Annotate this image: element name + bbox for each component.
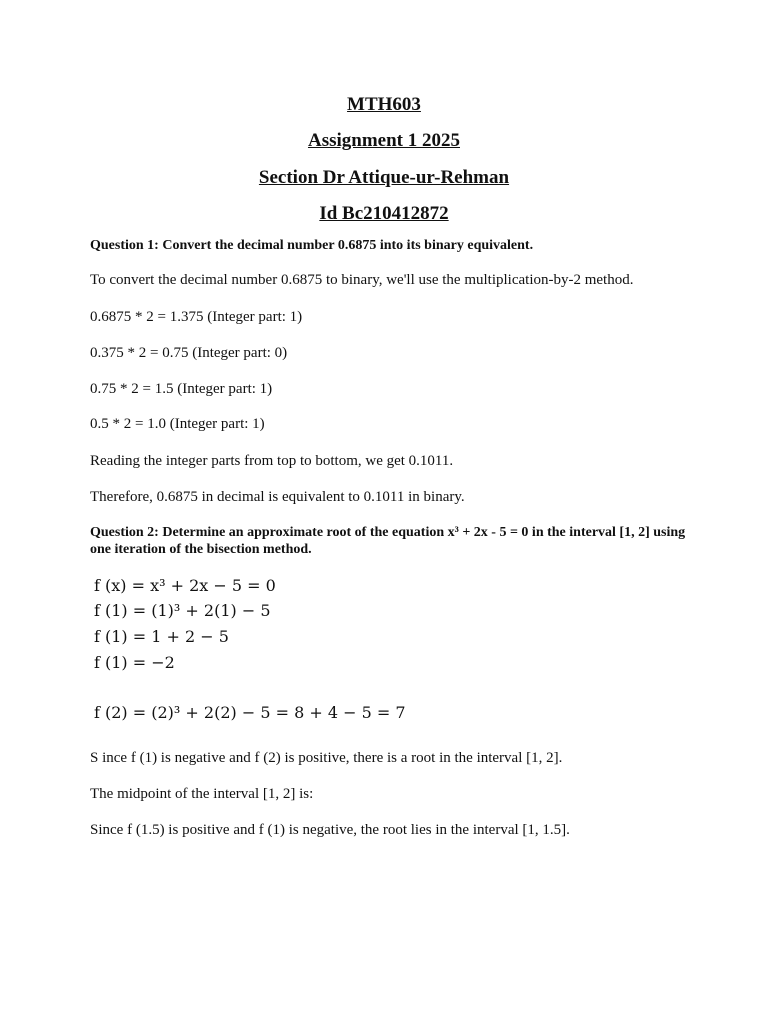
- equation-f1-expansion: f (1) = (1)³ + 2(1) − 5: [94, 601, 271, 620]
- q2-since-statement-2: Since f (1.5) is positive and f (1) is negative, the root lies in the interval [1, 1.5].: [90, 822, 570, 838]
- q1-step-2: 0.375 * 2 = 0.75 (Integer part: 0): [90, 345, 288, 361]
- equation-f1-result: f (1) = −2: [94, 653, 175, 672]
- q1-intro: To convert the decimal number 0.6875 to binary, we'll use the multiplication-by-2 method.: [90, 272, 634, 288]
- question-2-line-1: Question 2: Determine an approximate root of the equation x³ + 2x - 5 = 0 in the interval [1, 2] using: [90, 525, 686, 540]
- q1-conclusion: Therefore, 0.6875 in decimal is equivalent to 0.1011 in binary.: [90, 489, 465, 505]
- section-title: Section Dr Attique-ur-Rehman: [258, 167, 510, 188]
- equation-f1-sum: f (1) = 1 + 2 − 5: [94, 627, 229, 646]
- course-title: MTH603: [347, 94, 421, 115]
- q1-step-3: 0.75 * 2 = 1.5 (Integer part: 1): [90, 381, 273, 397]
- q2-since-statement-1: S ince f (1) is negative and f (2) is positive, there is a root in the interval [1, 2].: [90, 750, 563, 766]
- q1-step-1: 0.6875 * 2 = 1.375 (Integer part: 1): [90, 309, 303, 325]
- assignment-title: Assignment 1 2025: [307, 130, 460, 151]
- equation-fx: f (x) = x³ + 2x − 5 = 0: [94, 576, 276, 595]
- q1-reading: Reading the integer parts from top to bottom, we get 0.1011.: [90, 453, 454, 469]
- q1-step-4: 0.5 * 2 = 1.0 (Integer part: 1): [90, 416, 265, 432]
- student-id: Id Bc210412872: [319, 203, 449, 224]
- question-2-heading: [90, 524, 690, 558]
- question-2-line-2: one iteration of the bisection method.: [90, 542, 312, 557]
- equation-f2: f (2) = (2)³ + 2(2) − 5 = 8 + 4 − 5 = 7: [94, 703, 406, 722]
- q2-midpoint-statement: The midpoint of the interval [1, 2] is:: [90, 786, 314, 802]
- question-1-heading: Question 1: Convert the decimal number 0.6875 into its binary equivalent.: [90, 238, 534, 253]
